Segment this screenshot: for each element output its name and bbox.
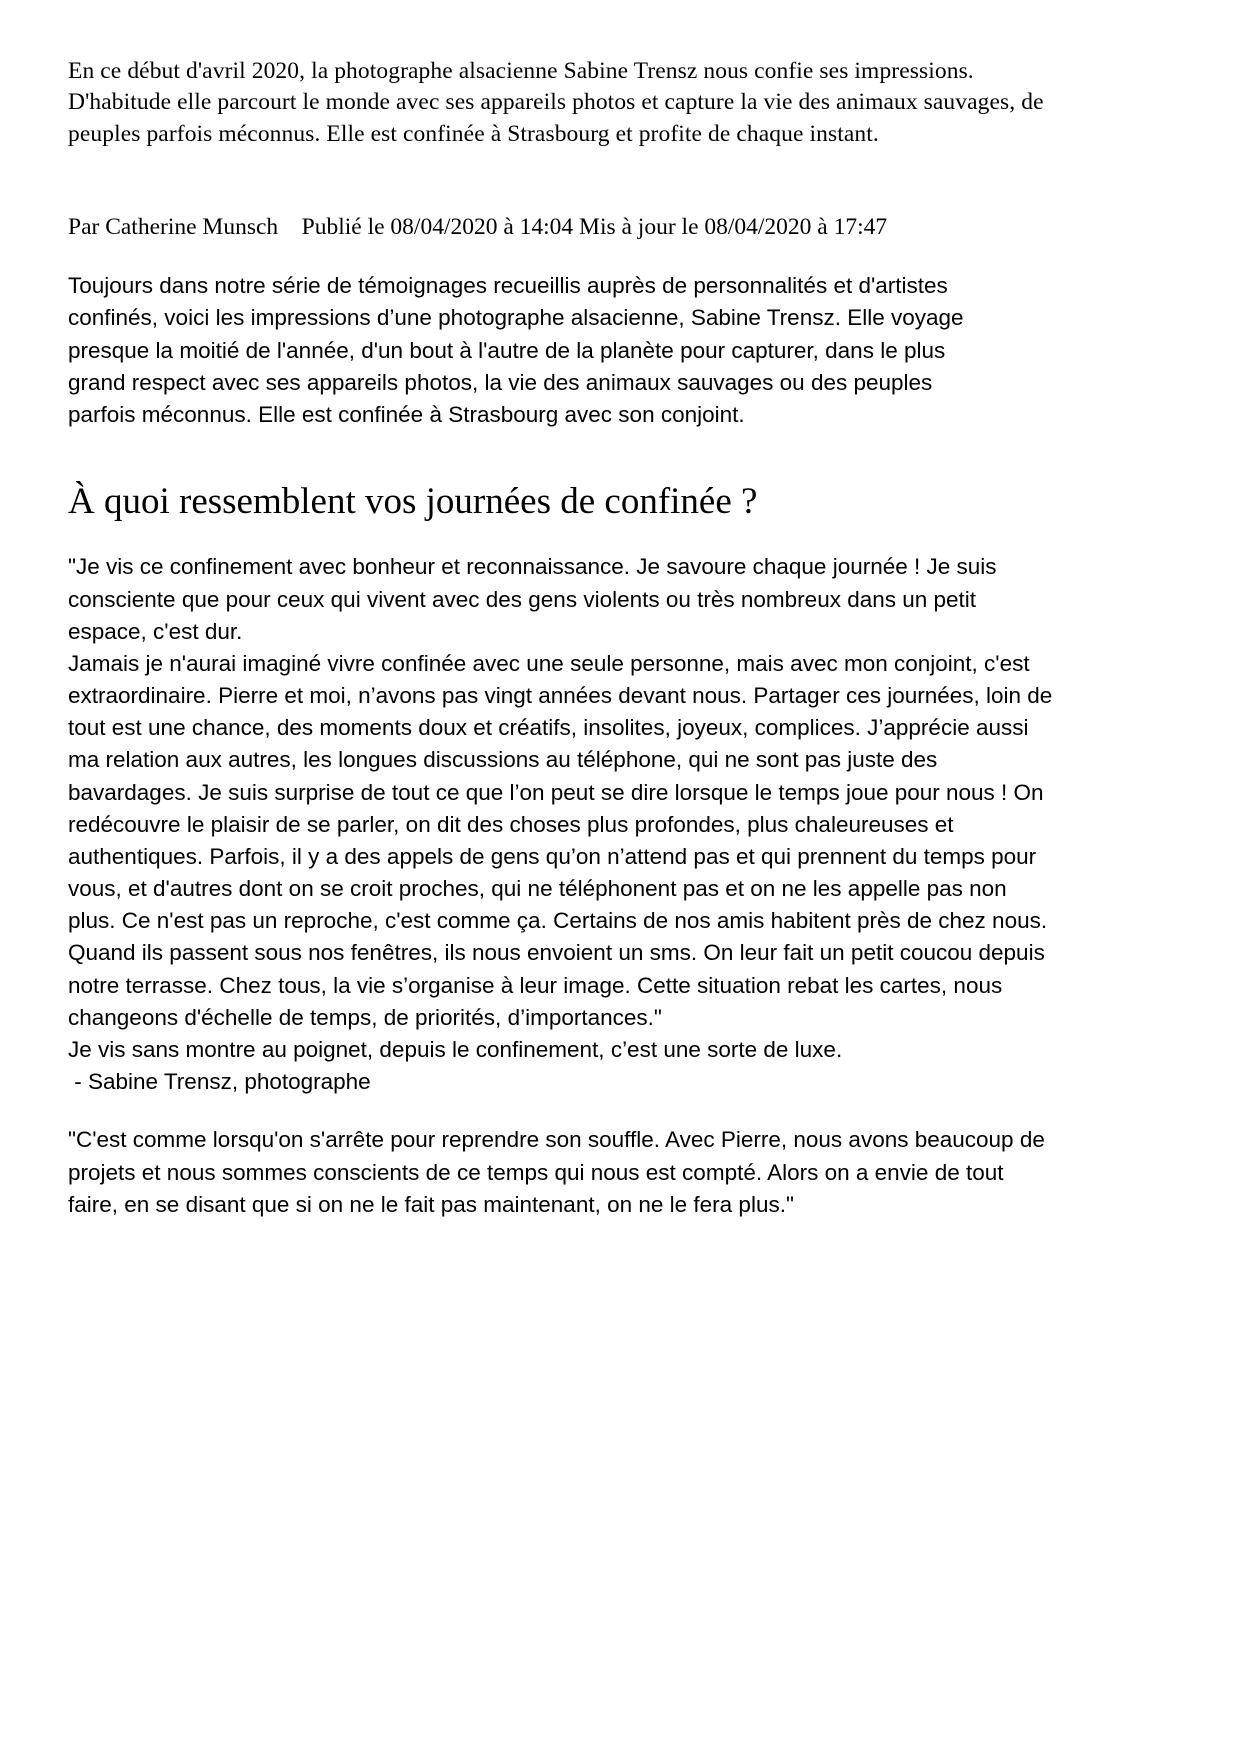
pullquote: Je vis sans montre au poignet, depuis le confinement, c’est une sorte de luxe.	[68, 1036, 843, 1062]
quote-attribution: - Sabine Trensz, photographe	[68, 1069, 371, 1095]
lead-paragraph: En ce début d'avril 2020, la photographe alsacienne Sabine Trensz nous confie ses impressions. D'habitude elle parcourt le monde avec ses appareils photos et capture la vie des animaux sauvages, de peuples parfois méconnus. Elle est confinée à Strasbourg et profite de chaque instant.	[68, 58, 1044, 147]
article-content	[68, 56, 1078, 1221]
quote-final: "C'est comme lorsqu'on s'arrête pour reprendre son souffle. Avec Pierre, nous avons beaucoup de projets et nous sommes conscients de ce temps qui nous est compté. Alors on a envie de tout faire, en se disant que si on ne le fait pas maintenant, on ne le fera plus."	[68, 1127, 1045, 1217]
quote-main-part1: "Je vis ce confinement avec bonheur et reconnaissance. Je savoure chaque journée ! Je suis consciente que pour ceux qui vivent avec des gens violents ou très nombreux dans un petit espace, c'est dur.	[68, 554, 997, 644]
section-heading: À quoi ressemblent vos journées de confinée ?	[68, 481, 758, 523]
intro-paragraph: Toujours dans notre série de témoignages recueillis auprès de personnalités et d'artistes confinés, voici les impressions d’une photographe alsacienne, Sabine Trensz. Elle voyage presque la moitié de l'année, d'un bout à l'autre de la planète pour capturer, dans le plus grand respect avec ses appareils photos, la vie des animaux sauvages ou des peuples parfois méconnus. Elle est confinée à Strasbourg avec son conjoint.	[68, 273, 964, 427]
byline: Par Catherine Munsch Publié le 08/04/2020 à 14:04 Mis à jour le 08/04/2020 à 17:47	[68, 213, 888, 240]
quote-main-part2: Jamais je n'aurai imaginé vivre confinée avec une seule personne, mais avec mon conjoint, c'est extraordinaire. Pierre et moi, n’avons pas vingt années devant nous. Partager ces journées, loin de tout est une chance, des moments doux et créatifs, insolites, joyeux, complices. J’apprécie aussi ma relation aux autres, les longues discussions au téléphone, qui ne sont pas juste des bavardages. Je suis surprise de tout ce que l’on peut se dire lorsque le temps joue pour nous ! On redécouvre le plaisir de se parler, on dit des choses plus profondes, plus chaleureuses et authentiques. Parfois, il y a des appels de gens qu’on n’attend pas et qui prennent du temps pour vous, et d'autres dont on se croit proches, qui ne téléphonent pas et on ne les appelle pas non plus. Ce n'est pas un reproche, c'est comme ça. Certains de nos amis habitent près de chez nous. Quand ils passent sous nos fenêtres, ils nous envoient un sms. On leur fait un petit coucou depuis notre terrasse. Chez tous, la vie s’organise à leur image. Cette situation rebat les cartes, nous changeons d'échelle de temps, de priorités, d’importances."	[68, 650, 1053, 1030]
quote-main-block	[68, 525, 1053, 1098]
